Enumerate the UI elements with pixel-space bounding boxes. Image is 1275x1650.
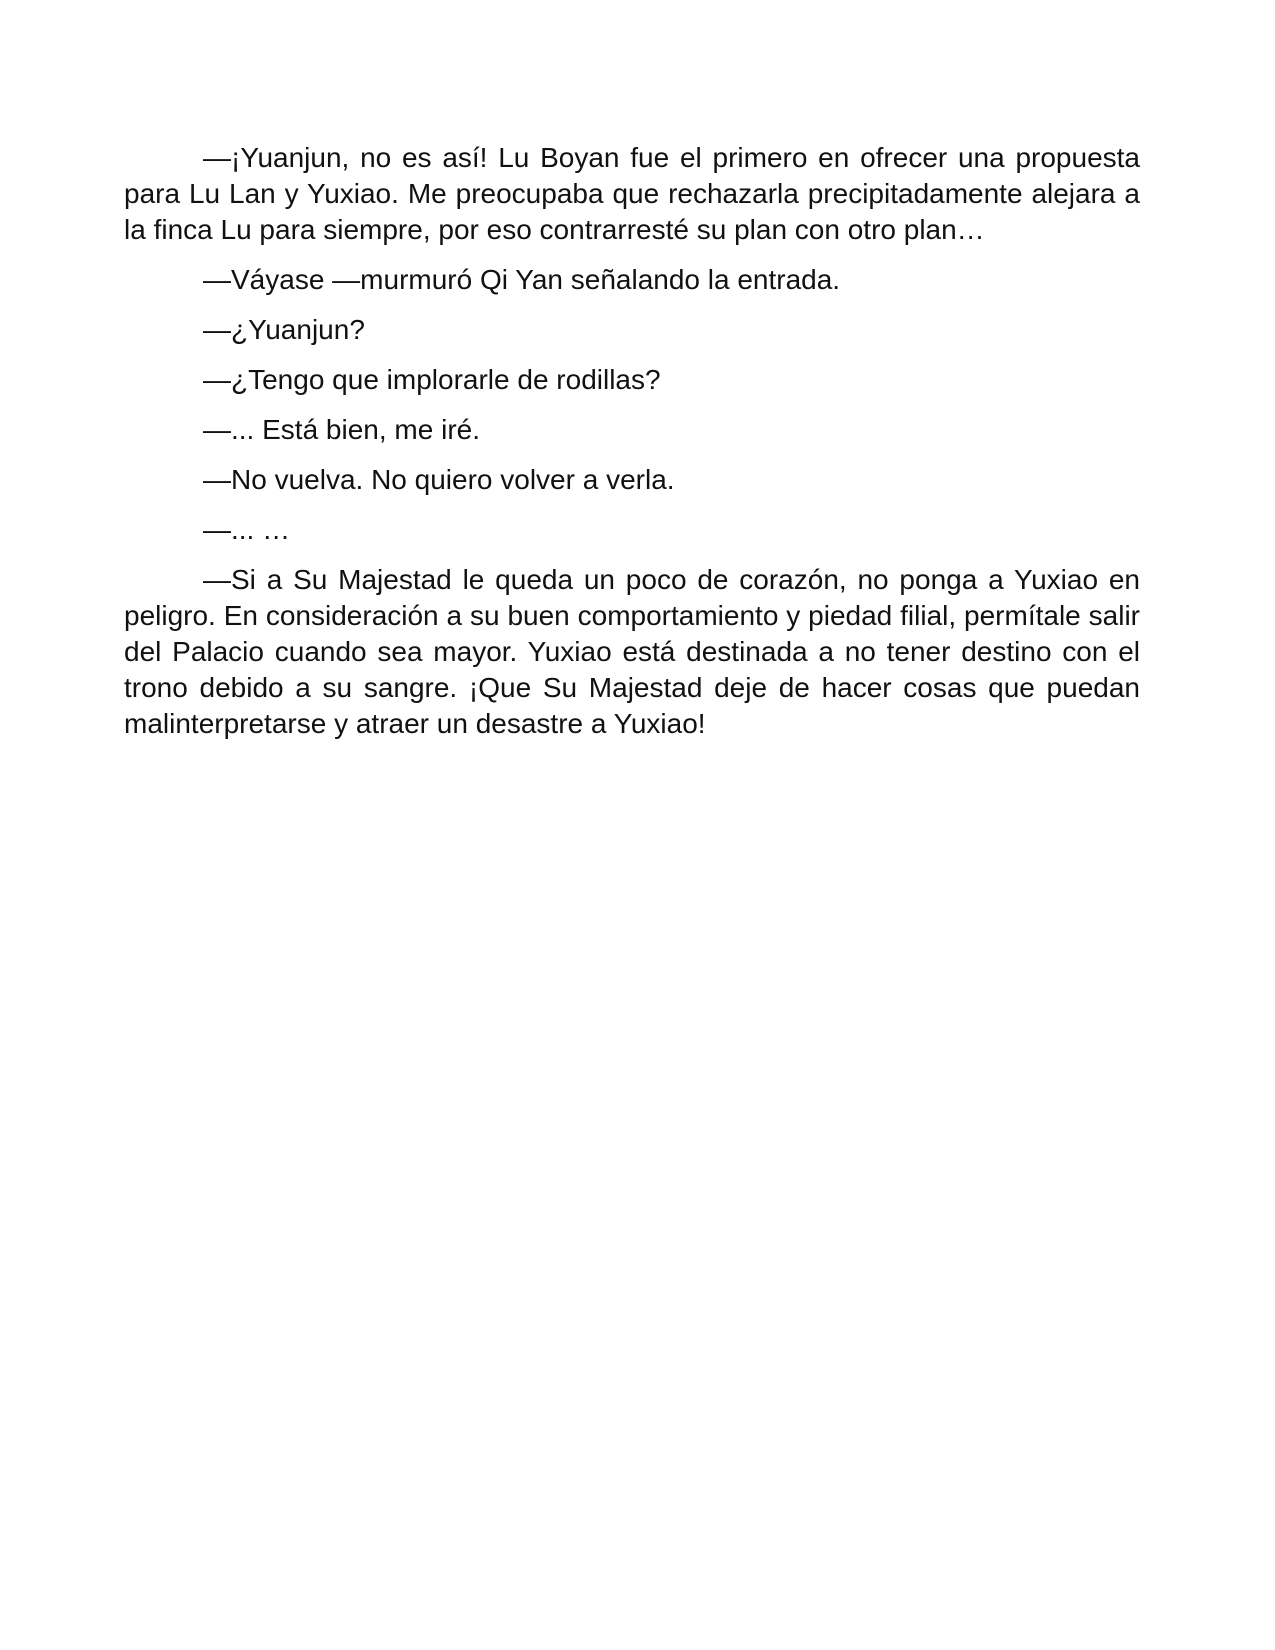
document-page xyxy=(124,140,1140,756)
paragraph-1: —¡Yuanjun, no es así! Lu Boyan fue el primero en ofrecer una propuesta para Lu Lan y Yuxiao. Me preocupaba que rechazarla precipitadamente alejara a la finca Lu para siempre, por eso contrarresté su plan con otro plan… xyxy=(124,142,1140,245)
paragraph-5: —... Está bien, me iré. xyxy=(203,414,480,445)
paragraph-8: —Si a Su Majestad le queda un poco de corazón, no ponga a Yuxiao en peligro. En consideración a su buen comportamiento y piedad filial, permítale salir del Palacio cuando sea mayor. Yuxiao está destinada a no tener destino con el trono debido a su sangre. ¡Que Su Majestad deje de hacer cosas que puedan malinterpretarse y atraer un desastre a Yuxiao! xyxy=(124,564,1140,739)
paragraph-4: —¿Tengo que implorarle de rodillas? xyxy=(203,364,661,395)
paragraph-3: —¿Yuanjun? xyxy=(203,314,365,345)
paragraph-2: —Váyase —murmuró Qi Yan señalando la entrada. xyxy=(203,264,841,295)
paragraph-6: —No vuelva. No quiero volver a verla. xyxy=(203,464,675,495)
paragraph-7: —... … xyxy=(203,514,291,545)
